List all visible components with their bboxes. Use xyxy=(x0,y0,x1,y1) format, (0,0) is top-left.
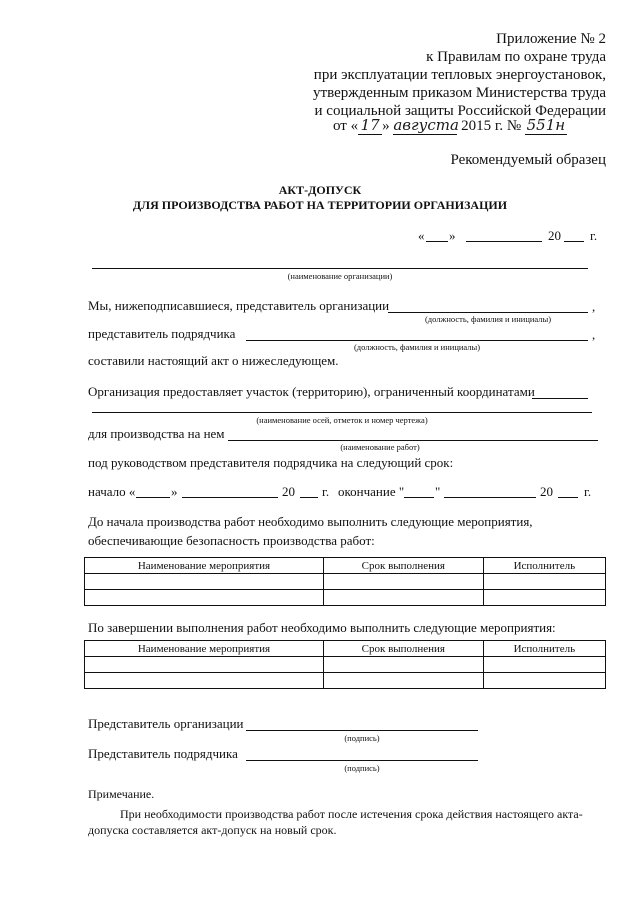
note-line-2: допуска составляется акт-допуск на новый срок. xyxy=(88,823,337,837)
start-year-line xyxy=(300,497,318,498)
act-date-field xyxy=(418,228,608,244)
table-cell[interactable] xyxy=(85,590,324,606)
title-line-1: АКТ-ДОПУСК xyxy=(278,183,362,197)
before-work-line-2: обеспечивающие безопасность производства работ: xyxy=(88,533,375,548)
start-year-suffix: г. xyxy=(322,484,330,499)
header-line-5: и социальной защиты Российской Федерации xyxy=(314,103,606,119)
contractor-signature-caption: (подпись) xyxy=(344,763,380,773)
sample-label: Рекомендуемый образец xyxy=(450,152,606,168)
table-cell[interactable] xyxy=(323,574,483,590)
title-line-2: ДЛЯ ПРОИЗВОДСТВА РАБОТ НА ТЕРРИТОРИИ ОРГАНИЗАЦИИ xyxy=(132,198,508,212)
after-work-line-1: По завершении выполнения работ необходимо выполнить следующие мероприятия: xyxy=(88,620,556,635)
table-row xyxy=(85,657,606,673)
date-close-quote: » xyxy=(449,228,456,243)
table-cell[interactable] xyxy=(85,657,324,673)
contractor-signature-label: Представитель подрядчика xyxy=(88,746,238,761)
signers-conclusion: составили настоящий акт о нижеследующем. xyxy=(88,353,339,368)
signers-comma-1: , xyxy=(592,299,596,314)
work-caption: (наименование работ) xyxy=(340,442,420,452)
after-work-table xyxy=(84,640,606,689)
table-cell[interactable] xyxy=(323,657,483,673)
table-cell[interactable] xyxy=(85,574,324,590)
period-row xyxy=(88,484,598,500)
start-label: начало « xyxy=(88,484,136,499)
territory-text: Организация предоставляет участок (территорию), ограниченный координатами xyxy=(88,384,535,399)
table-row xyxy=(85,673,606,689)
table-header-row xyxy=(85,641,606,657)
header-line-2: к Правилам по охране труда xyxy=(426,49,606,65)
end-year-line xyxy=(558,497,578,498)
start-close-quote: » xyxy=(171,484,178,499)
contractor-rep-line xyxy=(246,340,588,341)
contractor-label: представитель подрядчика xyxy=(88,326,236,341)
table-cell[interactable] xyxy=(323,590,483,606)
coords-line-end xyxy=(532,398,588,399)
end-label: окончание " xyxy=(338,484,405,499)
date-open-quote: « xyxy=(418,228,425,243)
handwritten-order-number: 551н xyxy=(526,116,566,134)
table-cell[interactable] xyxy=(85,673,324,689)
handwritten-day: 17 xyxy=(358,116,382,135)
signers-intro: Мы, нижеподписавшиеся, представитель организации xyxy=(88,298,390,313)
table-header-row xyxy=(85,558,606,574)
table-header-cell: Срок выполнения xyxy=(323,641,483,657)
end-month-line xyxy=(444,497,536,498)
note-label: Примечание. xyxy=(88,787,155,801)
table-header-cell: Наименование мероприятия xyxy=(85,641,324,657)
org-name-line xyxy=(92,268,588,269)
table-cell[interactable] xyxy=(483,657,605,673)
org-rep-signature-label: Представитель организации xyxy=(88,716,244,731)
table-cell[interactable] xyxy=(483,590,605,606)
signers-caption-2: (должность, фамилия и инициалы) xyxy=(353,342,481,352)
work-name-line xyxy=(228,440,598,441)
start-day-line xyxy=(136,497,170,498)
end-day-line xyxy=(404,497,434,498)
date-prefix: от « xyxy=(333,118,359,134)
table-cell[interactable] xyxy=(483,673,605,689)
end-year: 20 xyxy=(540,484,553,499)
before-work-table xyxy=(84,557,606,606)
date-day-line xyxy=(426,241,448,242)
org-name-caption: (наименование организации) xyxy=(287,271,393,281)
start-year: 20 xyxy=(282,484,295,499)
contractor-signature-line[interactable] xyxy=(246,760,478,761)
table-cell[interactable] xyxy=(323,673,483,689)
table-header-cell: Исполнитель xyxy=(483,641,605,657)
date-mid: » xyxy=(382,118,390,134)
org-rep-line xyxy=(388,312,588,313)
date-month-line xyxy=(466,241,542,242)
signers-comma-2: , xyxy=(592,327,596,342)
note-line-1: При необходимости производства работ после истечения срока действия настоящего акта- xyxy=(120,807,583,821)
handwritten-month: августа xyxy=(393,116,459,134)
coords-line xyxy=(92,412,592,413)
start-month-line xyxy=(182,497,278,498)
signers-caption-1: (должность, фамилия и инициалы) xyxy=(424,314,552,324)
table-header-cell: Исполнитель xyxy=(483,558,605,574)
end-close-quote: " xyxy=(435,484,441,499)
date-year-prefix: 20 xyxy=(548,228,561,243)
end-year-suffix: г. xyxy=(584,484,592,499)
before-work-line-1: До начала производства работ необходимо выполнить следующие мероприятия, xyxy=(88,514,533,529)
header-line-4: утвержденным приказом Министерства труда xyxy=(313,85,606,101)
work-label: для производства на нем xyxy=(88,426,225,441)
table-header-cell: Срок выполнения xyxy=(323,558,483,574)
coords-caption: (наименование осей, отметок и номер чертежа) xyxy=(256,415,428,425)
date-year-suffix: г. xyxy=(590,228,598,243)
date-year-line xyxy=(564,241,584,242)
table-header-cell: Наименование мероприятия xyxy=(85,558,324,574)
order-date-line xyxy=(333,116,567,135)
table-row xyxy=(85,574,606,590)
org-rep-signature-line[interactable] xyxy=(246,730,478,731)
date-year: 2015 г. № xyxy=(461,118,522,134)
header-line-1: Приложение № 2 xyxy=(496,31,606,47)
org-rep-signature-caption: (подпись) xyxy=(344,733,380,743)
header-line-3: при эксплуатации тепловых энергоустановок, xyxy=(313,67,606,83)
table-row xyxy=(85,590,606,606)
supervision-text: под руководством представителя подрядчика на следующий срок: xyxy=(88,455,454,470)
table-cell[interactable] xyxy=(483,574,605,590)
